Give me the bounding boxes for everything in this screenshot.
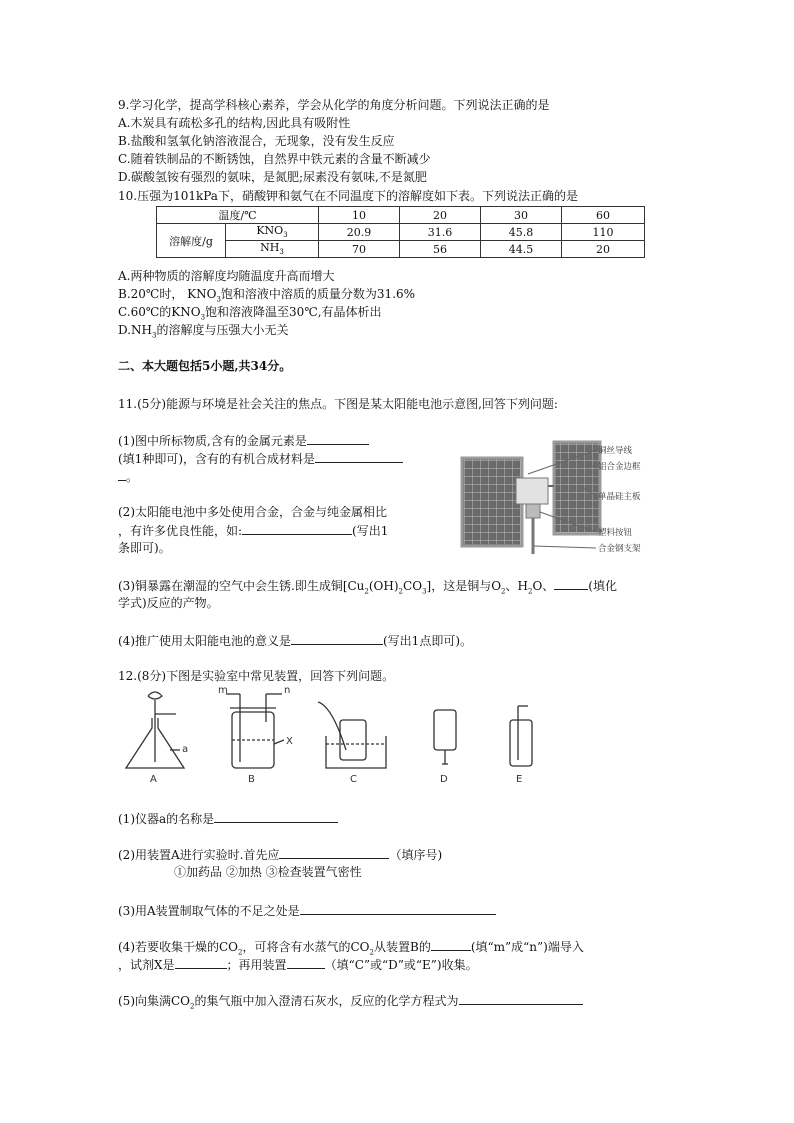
q11-part3-line2: 学式)反应的产物。 [118, 596, 219, 610]
label-a: A [150, 774, 157, 784]
label-b: B [248, 774, 255, 784]
solar-panel-figure [456, 436, 704, 560]
q10-stem: 10.压强为101kPa下，硝酸钾和氨气在不同温度下的溶解度如下表。下列说法正确的是 [118, 189, 578, 203]
answer-blank[interactable] [554, 577, 588, 590]
label-e: E [516, 774, 523, 784]
temp-cell: 30 [481, 207, 562, 224]
kno3-cell: 31.6 [400, 224, 481, 241]
q11-part2-line2: ，有许多优良性能，如: (写出1 [118, 524, 389, 538]
q10-option-c: C.60℃的$KNO_3$饱和溶液降温至30℃,有晶体析出 [118, 305, 382, 322]
q10-option-b: B.20℃时， $KNO_3$饱和溶液中溶质的质量分数为31.6% [118, 287, 416, 304]
trough-c [326, 736, 386, 768]
answer-blank[interactable] [300, 902, 496, 915]
answer-blank[interactable] [287, 956, 325, 969]
temp-cell: 60 [562, 207, 645, 224]
q12-part4-line2: ，试剂X是 ；再用装置 （填“C”或“D”或“E”)收集。 [118, 958, 478, 972]
kno3-label: $KNO_3$ [226, 224, 319, 241]
q12-part5: (5)向集满$CO_2$的集气瓶中加入澄清石灰水，反应的化学方程式为 [118, 992, 583, 1014]
solubility-header: 溶解度/g [157, 224, 226, 258]
mark-a: a [182, 744, 189, 755]
q11-part4: (4)推广使用太阳能电池的意义是 (写出1点即可)。 [118, 634, 472, 648]
q9-option-c: C.随着铁制品的不断锈蚀，自然界中铁元素的含量不断减少 [118, 152, 431, 166]
q11-stem: 11.(5分)能源与环境是社会关注的焦点。下图是某太阳能电池示意图,回答下列问题: [118, 397, 558, 411]
section-title: 二、本大题包括5小题,共34分。 [118, 359, 292, 373]
answer-blank[interactable] [459, 992, 583, 1005]
plastic-button [526, 504, 540, 518]
label-plastic-button: 塑料按钮 [598, 528, 633, 538]
answer-blank[interactable] [291, 632, 383, 645]
label-aluminum-frame: 铝合金边框 [598, 462, 641, 472]
kno3-cell: 110 [562, 224, 645, 241]
q12-part2-options: ①加药品 ②加热 ③检查装置气密性 [174, 865, 362, 879]
nh3-cell: 44.5 [481, 241, 562, 258]
q11-part1-line1: (1)图中所标物质,含有的金属元素是 [118, 432, 369, 449]
q11-part1-line3: 。 [118, 468, 138, 485]
mark-n: n [284, 685, 291, 696]
mark-x: X [286, 736, 293, 747]
label-silicon-board: 单晶硅主板 [598, 492, 641, 502]
temp-cell: 10 [319, 207, 400, 224]
q11-part3-line1: (3)铜暴露在潮湿的空气中会生锈.即生成铜$[Cu_2(OH)_2CO_3]$，这是铜与$O_2$、$H_2O$、 (填化 [118, 579, 617, 596]
temp-header: 温度/℃ [157, 207, 319, 224]
q11-part1-line2: (填1种即可)，含有的有机合成材料是 [118, 450, 403, 467]
q12-part3: (3)用A装置制取气体的不足之处是 [118, 902, 496, 919]
label-d: D [440, 774, 448, 784]
solubility-table [156, 206, 645, 258]
bottle-d [434, 710, 456, 750]
nh3-label: $NH_3$ [226, 241, 319, 258]
answer-blank[interactable] [214, 810, 338, 823]
q11-part2-line3: 条即可)。 [118, 541, 171, 555]
temp-cell: 20 [400, 207, 481, 224]
answer-blank[interactable] [279, 846, 389, 859]
answer-blank[interactable] [307, 432, 369, 445]
nh3-cell: 70 [319, 241, 400, 258]
mark-m: m [218, 685, 228, 696]
q12-stem: 12.(8分)下图是实验室中常见装置，回答下列问题。 [118, 669, 395, 683]
kno3-cell: 20.9 [319, 224, 400, 241]
q9-option-d: D.碳酸氢铵有强烈的氨味，是氮肥;尿素没有氨味,不是氮肥 [118, 170, 427, 184]
q10-option-a: A.两种物质的溶解度均随温度升高而增大 [118, 269, 335, 283]
solar-panel-right [554, 442, 600, 534]
answer-blank[interactable] [431, 938, 471, 951]
q9-option-a: A.木炭具有疏松多孔的结构,因此具有吸附性 [118, 116, 351, 130]
apparatus-figure [118, 684, 538, 784]
answer-blank[interactable] [118, 468, 126, 481]
nh3-cell: 20 [562, 241, 645, 258]
funnel-top [148, 692, 162, 699]
q9-option-b: B.盐酸和氢氧化钠溶液混合，无现象，没有发生反应 [118, 134, 395, 148]
q12-part2-line1: (2)用装置A进行实验时.首先应 （填序号) [118, 848, 443, 862]
q10-option-d: $D.NH_3$的溶解度与压强大小无关 [118, 323, 289, 340]
solar-panel-left [462, 458, 522, 546]
label-c: C [350, 774, 357, 784]
label-alloy-stand: 合金钢支架 [598, 544, 641, 554]
q11-part2-line1: (2)太阳能电池中多处使用合金，合金与纯金属相比 [118, 505, 387, 519]
q12-part4-line1: (4)若要收集干燥的$CO_2$，可将含有水蒸气的$CO_2$从装置B的 (填“m”成“n”)端导入 [118, 940, 584, 957]
q12-part1: (1)仪器a的名称是 [118, 810, 338, 827]
label-copper-wire: 铜丝导线 [598, 446, 633, 456]
answer-blank[interactable] [242, 522, 352, 535]
battery-box [516, 478, 548, 504]
kno3-cell: 45.8 [481, 224, 562, 241]
q9-stem: 9.学习化学，提高学科核心素养，学会从化学的角度分析问题。下列说法正确的是 [118, 98, 550, 112]
bottle-e [510, 720, 532, 766]
answer-blank[interactable] [315, 450, 403, 463]
inverted-bottle-c [340, 720, 366, 760]
answer-blank[interactable] [175, 956, 227, 969]
nh3-cell: 56 [400, 241, 481, 258]
